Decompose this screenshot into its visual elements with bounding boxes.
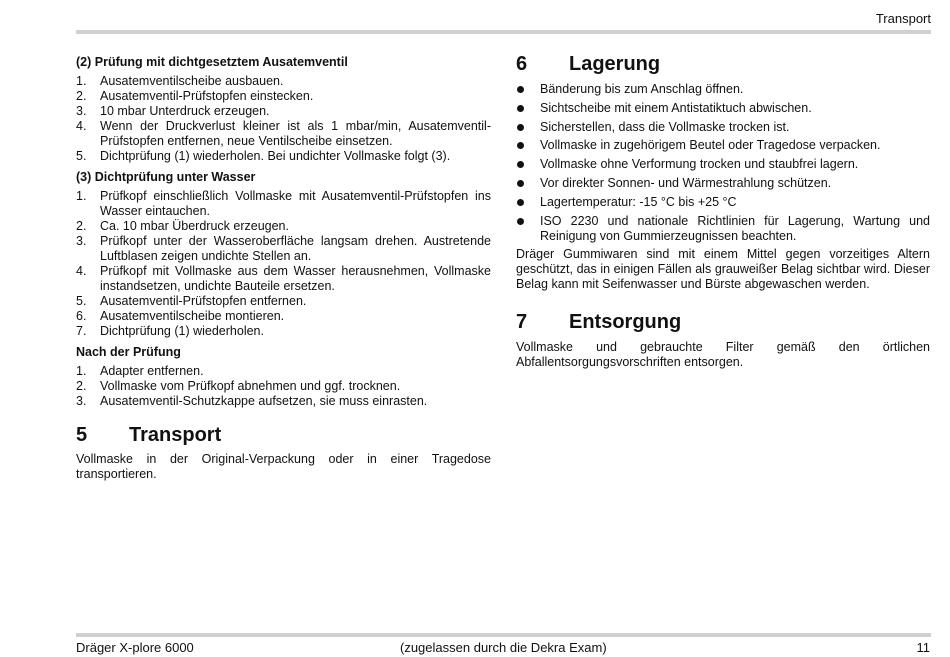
list-item: 2. Vollmaske vom Prüfkopf abnehmen und ggf. trocknen. — [76, 379, 401, 393]
list-item: ISO 2230 und nationale Richtlinien für Lagerung, Wartung und Reinigung von Gummierzeugnissen beachten. — [516, 214, 930, 244]
list-item: Lagertemperatur: -15 °C bis +25 °C — [516, 195, 930, 210]
list-item: 1. Adapter entfernen. — [76, 364, 204, 378]
bullet-icon — [517, 161, 524, 168]
list-item: 7. Dichtprüfung (1) wiederholen. — [76, 324, 264, 338]
section-number: 6 — [516, 53, 528, 75]
section-2-steps — [76, 74, 491, 164]
right-column — [516, 52, 930, 370]
after-test-steps — [76, 364, 491, 409]
storage-bullets — [516, 82, 930, 244]
footer-rule — [76, 633, 931, 637]
list-item: 1. Prüfkopf einschließlich Vollmaske mit Ausatemventil-Prüfstopfen ins Wasser eintauchen. — [76, 189, 491, 218]
list-item: Vollmaske ohne Verformung trocken und staubfrei lagern. — [516, 157, 930, 172]
disposal-text: Vollmaske und gebrauchte Filter gemäß den örtlichen Abfallentsorgungsvorschriften entsorgen. — [516, 340, 930, 370]
after-test-heading: Nach der Prüfung — [76, 345, 181, 359]
storage-paragraph: Dräger Gummiwaren sind mit einem Mittel gegen vorzeitiges Altern geschützt, das in einigen Fällen als grauweißer Belag sichtbar wird. Dieser Belag kann mit Seifenwasser und Bürste abgewaschen werden. — [516, 247, 930, 292]
bullet-icon — [517, 180, 524, 187]
transport-heading — [76, 423, 491, 447]
disposal-heading — [516, 310, 930, 334]
list-item: 2. Ca. 10 mbar Überdruck erzeugen. — [76, 219, 289, 233]
list-item: Vor direkter Sonnen- und Wärmestrahlung schützen. — [516, 176, 930, 191]
bullet-icon — [517, 105, 524, 112]
list-item: 5. Ausatemventil-Prüfstopfen entfernen. — [76, 294, 307, 308]
section-3-steps — [76, 189, 491, 339]
footer-product: Dräger X-plore 6000 — [76, 640, 194, 655]
running-header-title: Transport — [875, 11, 931, 26]
list-item: Sicherstellen, dass die Vollmaske trocken ist. — [516, 120, 930, 135]
header-rule — [76, 30, 931, 34]
section-title: Transport — [129, 424, 222, 446]
section-number: 7 — [516, 311, 528, 334]
list-item: 4. Prüfkopf mit Vollmaske aus dem Wasser herausnehmen, Vollmaske instandsetzen, undichte Bauteile ersetzen. — [76, 264, 491, 293]
list-item: 4. Wenn der Druckverlust kleiner ist als 1 mbar/min, Ausatemventil-Prüfstopfen entfernen, neue Ventilscheibe einsetzen. — [76, 119, 491, 148]
list-item: 3. Prüfkopf unter der Wasseroberfläche langsam drehen. Austretende Luftblasen zeigen undichte Stellen an. — [76, 234, 491, 263]
bullet-icon — [517, 199, 524, 206]
section-2-heading: (2) Prüfung mit dichtgesetztem Ausatemventil — [76, 55, 348, 69]
list-item: Vollmaske in zugehörigem Beutel oder Tragedose verpacken. — [516, 138, 930, 153]
bullet-icon — [517, 86, 524, 93]
list-item: 3. Ausatemventil-Schutzkappe aufsetzen, sie muss einrasten. — [76, 394, 428, 408]
list-item: 6. Ausatemventilscheibe montieren. — [76, 309, 285, 323]
list-item: 1. Ausatemventilscheibe ausbauen. — [76, 74, 284, 88]
bullet-icon — [517, 142, 524, 149]
list-item: 5. Dichtprüfung (1) wiederholen. Bei undichter Vollmaske folgt (3). — [76, 149, 451, 163]
storage-heading — [516, 52, 930, 76]
list-item: 3. 10 mbar Unterdruck erzeugen. — [76, 104, 270, 118]
list-item: Sichtscheibe mit einem Antistatiktuch abwischen. — [516, 101, 930, 116]
list-item: 2. Ausatemventil-Prüfstopfen einstecken. — [76, 89, 314, 103]
page-number: 11 — [916, 640, 930, 655]
section-title: Entsorgung — [569, 311, 682, 334]
transport-text: Vollmaske in der Original-Verpackung oder in einer Tragedose transportieren. — [76, 452, 491, 481]
section-3-heading: (3) Dichtprüfung unter Wasser — [76, 170, 256, 184]
bullet-icon — [517, 218, 524, 225]
left-column — [76, 55, 491, 482]
list-item: Bänderung bis zum Anschlag öffnen. — [516, 82, 930, 97]
bullet-icon — [517, 124, 524, 131]
section-title: Lagerung — [569, 53, 661, 75]
footer-approval: (zugelassen durch die Dekra Exam) — [400, 640, 607, 655]
section-number: 5 — [76, 424, 88, 446]
